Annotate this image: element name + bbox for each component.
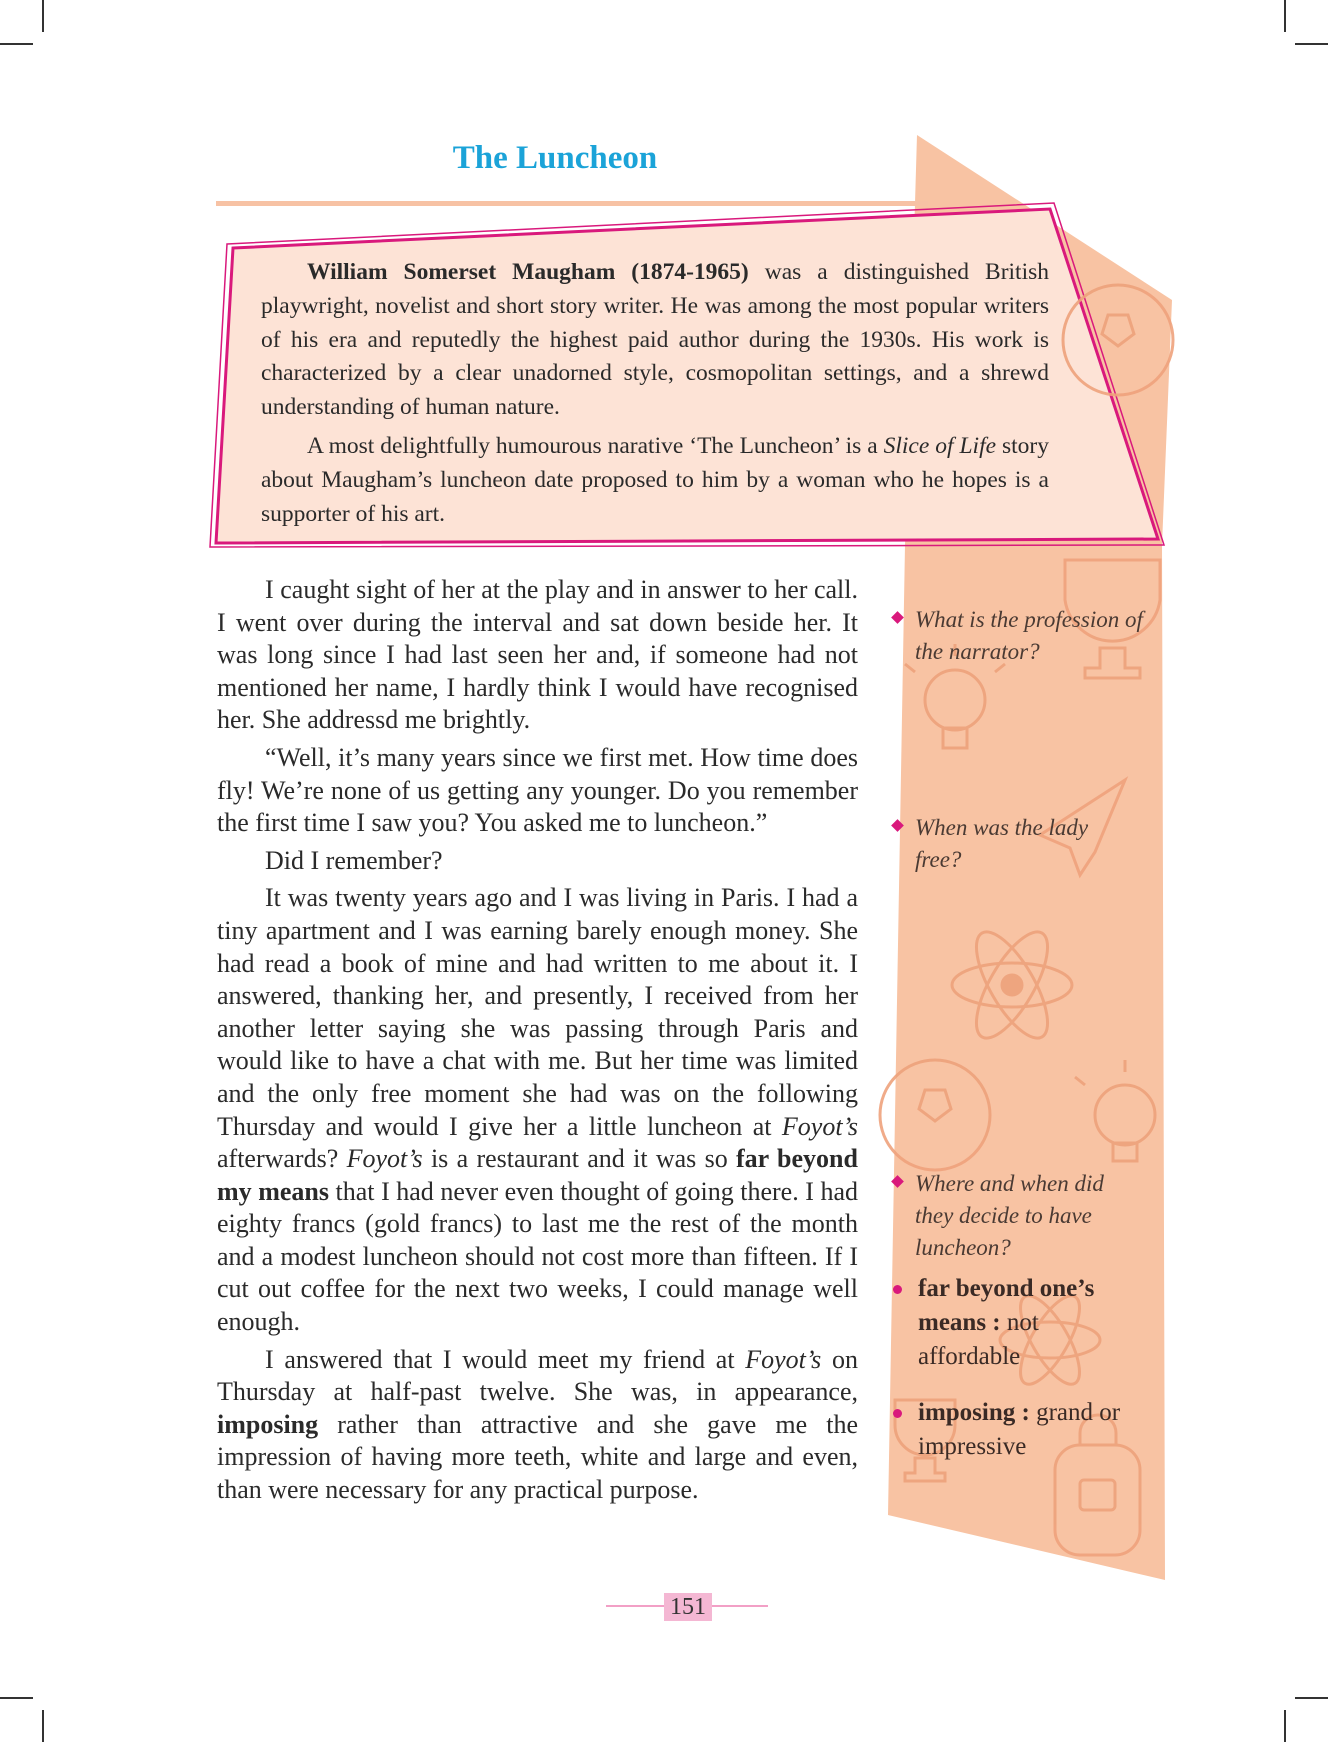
story-text: afterwards?: [217, 1144, 347, 1174]
story-bold: imposing: [217, 1409, 319, 1439]
story-paragraph: “Well, it’s many years since we first met. How time does fly! We’re none of us getting any younger. Do you remember the first time I saw you? You asked me to luncheon.”: [217, 742, 858, 838]
question-text: Where and when did they decide to have luncheon?: [915, 1171, 1104, 1260]
title-underline: [216, 201, 928, 206]
story-text: rather than attractive and she gave me the impression of having more teeth, white and large and even, than were necessary for any practical purpose.: [217, 1409, 858, 1505]
question-text: What is the profession of the narrator?: [915, 607, 1143, 664]
intro-text: was a distinguished British playwright, novelist and short story writer. He was among the most popular writers of his era and reputedly the highest paid author during the 1930s. His work is characterized by a clear unadorned style, cosmopolitan settings, and a shrewd understanding of human nature.: [261, 259, 1049, 421]
story-bold: far beyond my means: [217, 1144, 858, 1206]
story-text: that I had never even thought of going there. I had eighty francs (gold francs) to last me the rest of the month and a modest luncheon should not cost more than fifteen. If I cut out coffee for the next two weeks, I could manage well enough.: [217, 1176, 858, 1337]
story-body: [217, 574, 858, 1507]
glossary-entry: [893, 1272, 1158, 1374]
sidebar-question: [893, 604, 1163, 668]
story-paragraph: Did I remember?: [265, 845, 443, 875]
author-name: William Somerset Maugham (1874-1965): [307, 259, 749, 285]
story-text: It was twenty years ago and I was living in Paris. I had a tiny apartment and I was earning barely enough money. She had read a book of mine and had written to me about it. I answered, thanking her, and presently, I received from her another letter saying she was passing through Paris and would like to have a chat with me. But her time was limited and the only free moment she had was on the following Thursday and would I give her a little luncheon at: [217, 883, 858, 1141]
story-paragraph: I caught sight of her at the play and in answer to her call. I went over during the interval and sat down beside her. It was long since I had last seen her and, if someone had not mentioned her name, I hardly think I would have recognised her. She addressd me brightly.: [217, 575, 858, 735]
story-text: is a restaurant and it was so: [422, 1144, 737, 1174]
dot-bullet-icon: [893, 1409, 902, 1418]
page-number: 151: [664, 1593, 712, 1621]
page-title: The Luncheon: [452, 140, 658, 176]
glossary-term: far beyond one’s means :: [918, 1275, 1095, 1336]
story-italic: Foyot’s: [781, 1111, 858, 1141]
question-text: When was the lady free?: [915, 815, 1089, 872]
author-intro-box: [261, 256, 1049, 531]
story-text: on Thursday at half-past twelve. She was, in appearance,: [217, 1344, 858, 1407]
dot-bullet-icon: [893, 1285, 902, 1294]
diamond-bullet-icon: [891, 611, 904, 624]
diamond-bullet-icon: [891, 1175, 904, 1188]
story-text: I answered that I would meet my friend at: [265, 1344, 746, 1374]
glossary-entry: [893, 1396, 1158, 1464]
diamond-bullet-icon: [891, 819, 904, 832]
story-italic: Foyot’s: [745, 1344, 822, 1374]
glossary-definition: not affordable: [918, 1309, 1039, 1370]
intro-italic: Slice of Life: [883, 432, 997, 459]
glossary-definition: grand or impressive: [918, 1399, 1121, 1460]
story-italic: Foyot’s: [346, 1144, 423, 1174]
intro-text: A most delightfully humourous narative ‘The Luncheon’ is a: [307, 432, 884, 459]
intro-text: story about Maugham’s luncheon date proposed to him by a woman who he hopes is a supporter of his art.: [261, 432, 1050, 527]
intro-paragraph: [261, 256, 1049, 425]
page-number-rule: [606, 1605, 664, 1607]
page-number-rule: [712, 1605, 768, 1607]
sidebar-question: [893, 1168, 1163, 1264]
story-paragraph: [217, 1344, 858, 1507]
intro-paragraph: [261, 430, 1049, 531]
glossary-term: imposing :: [918, 1399, 1030, 1426]
story-paragraph: [217, 882, 858, 1338]
sidebar-question: [893, 812, 1163, 876]
